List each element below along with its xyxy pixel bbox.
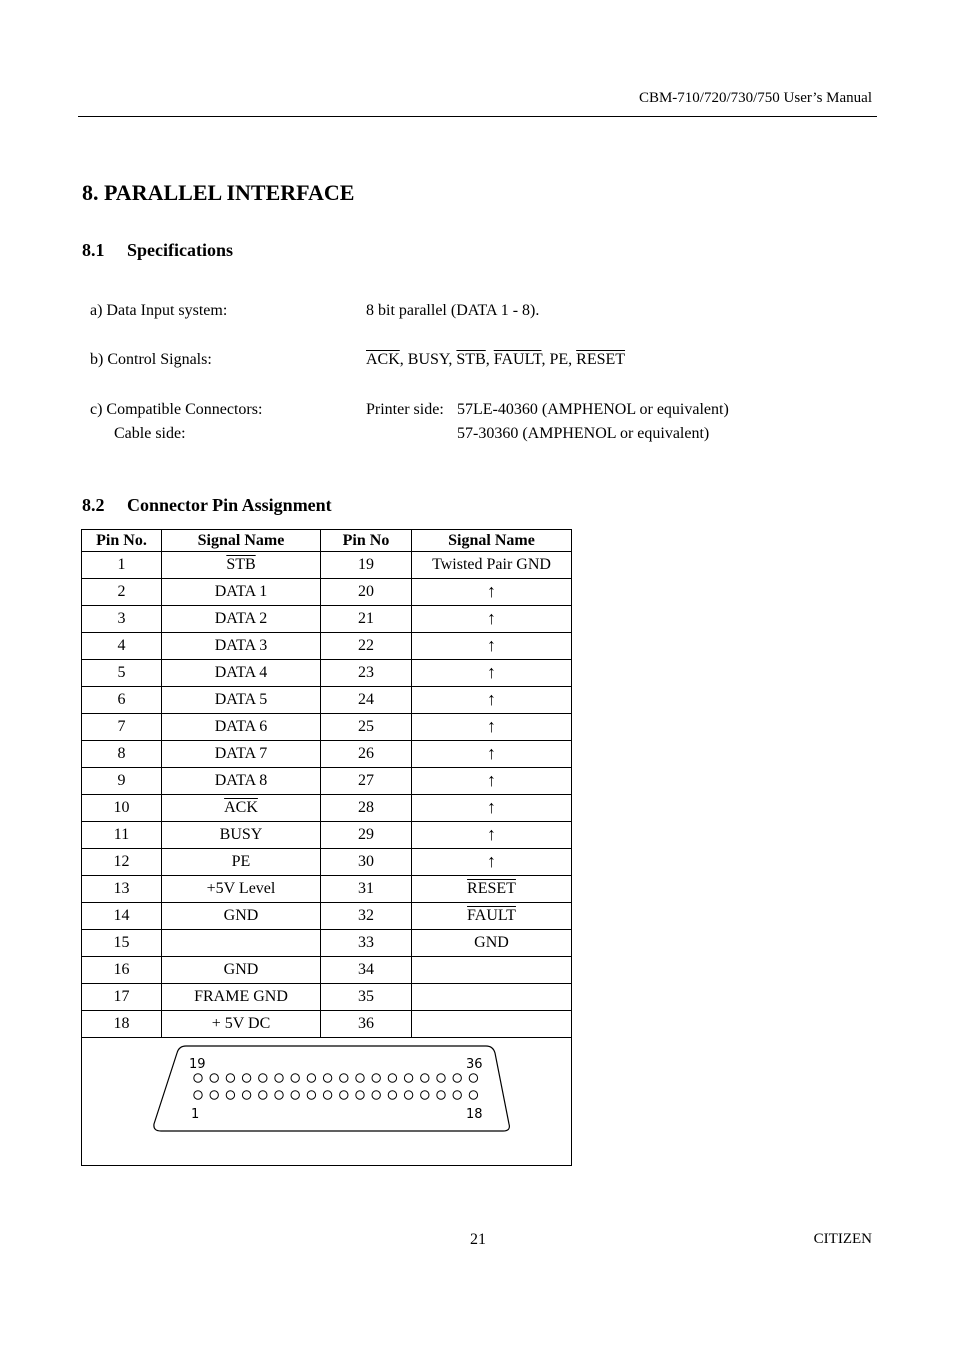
signal-name-cell xyxy=(412,984,572,1011)
pin-table-body xyxy=(82,552,572,1038)
connector-hole xyxy=(242,1074,250,1082)
pin-number-cell xyxy=(82,957,162,984)
pin-number-cell xyxy=(321,849,412,876)
cell-text: + 5V DC xyxy=(211,1015,271,1032)
subsection-heading-pins xyxy=(82,495,332,516)
connector-hole xyxy=(453,1074,461,1082)
signal-name-cell xyxy=(412,957,572,984)
connector-hole xyxy=(323,1091,331,1099)
cell-text: 20 xyxy=(358,583,374,600)
cell-text: 16 xyxy=(113,961,130,978)
signal-name-cell xyxy=(162,633,321,660)
cell-text: 10 xyxy=(113,799,130,816)
spec-cable-side-value: 57-30360 (AMPHENOL or equivalent) xyxy=(457,425,710,442)
signal-name-cell xyxy=(162,957,321,984)
spec-label-connectors: c) Compatible Connectors: xyxy=(90,401,263,418)
cell-text: DATA 1 xyxy=(214,583,268,600)
same-as-above-arrow: ↑ xyxy=(487,689,496,709)
connector-hole xyxy=(388,1091,396,1099)
pin-number-cell xyxy=(321,1011,412,1038)
connector-hole xyxy=(420,1074,428,1082)
pin-number-cell xyxy=(321,795,412,822)
signal-name-cell xyxy=(412,579,572,606)
signal-name-cell xyxy=(162,849,321,876)
pin-number-cell xyxy=(321,768,412,795)
pin-number-cell xyxy=(82,768,162,795)
same-as-above-arrow: ↑ xyxy=(487,608,496,628)
signal-stb: $\overline{STB}$ xyxy=(456,351,486,368)
section-title: 8. PARALLEL INTERFACE xyxy=(82,180,355,205)
cell-text: 23 xyxy=(358,664,374,681)
table-row xyxy=(82,876,572,903)
spec-value-control-signals xyxy=(366,351,625,369)
connector-hole xyxy=(323,1074,331,1082)
connector-hole xyxy=(291,1091,299,1099)
connector-hole xyxy=(420,1091,428,1099)
connector-outline xyxy=(153,1046,509,1131)
connector-hole xyxy=(226,1074,234,1082)
table-row xyxy=(82,957,572,984)
signal-name-cell xyxy=(162,930,321,957)
pin-number-cell xyxy=(321,822,412,849)
connector-hole xyxy=(193,1074,201,1082)
connector-holes xyxy=(193,1074,477,1099)
cell-text: 36 xyxy=(358,1015,374,1032)
overlined-signal: $\overline{STB}$ xyxy=(226,556,256,573)
pin-number-cell xyxy=(321,984,412,1011)
cell-text: 27 xyxy=(358,772,374,789)
overlined-signal: $\overline{ACK}$ xyxy=(224,799,258,816)
cell-text: 26 xyxy=(358,745,374,762)
cell-text: GND xyxy=(474,934,509,951)
column-header: Signal Name xyxy=(412,530,572,552)
signal-name-cell xyxy=(162,768,321,795)
connector-diagram-row xyxy=(82,1038,572,1166)
signal-name-cell xyxy=(162,714,321,741)
column-header: Pin No xyxy=(321,530,412,552)
table-row xyxy=(82,930,572,957)
cell-text: 5 xyxy=(117,664,126,681)
cell-text: 18 xyxy=(113,1015,130,1032)
cell-text: PE xyxy=(231,853,251,870)
connector-hole xyxy=(404,1074,412,1082)
pin-number-cell xyxy=(82,984,162,1011)
table-row xyxy=(82,768,572,795)
signal-name-cell xyxy=(162,606,321,633)
cell-text: 31 xyxy=(358,880,374,897)
signal-reset: RESET xyxy=(576,351,626,368)
table-row xyxy=(82,741,572,768)
pin-number-cell xyxy=(82,741,162,768)
signal-name-cell xyxy=(162,660,321,687)
signal-name-cell xyxy=(162,687,321,714)
pin-number-cell xyxy=(321,957,412,984)
column-header: Signal Name xyxy=(162,530,321,552)
signal-separator: , BUSY, xyxy=(399,351,457,368)
connector-hole xyxy=(274,1091,282,1099)
cell-text: 11 xyxy=(113,826,130,843)
same-as-above-arrow: ↑ xyxy=(487,716,496,736)
signal-name-cell xyxy=(412,849,572,876)
cell-text: BUSY xyxy=(219,826,263,843)
same-as-above-arrow: ↑ xyxy=(487,662,496,682)
connector-hole xyxy=(307,1091,315,1099)
same-as-above-arrow: ↑ xyxy=(487,797,496,817)
signal-fault: FAULT xyxy=(493,351,542,368)
cell-text: 35 xyxy=(358,988,374,1005)
cell-text: DATA 8 xyxy=(214,772,268,789)
connector-label-bottom-right: 18 xyxy=(465,1107,483,1122)
signal-name-cell xyxy=(162,822,321,849)
pin-number-cell xyxy=(82,633,162,660)
subsection-number: 8.2 xyxy=(82,495,105,515)
cell-text: 30 xyxy=(358,853,374,870)
cell-text: 12 xyxy=(113,853,130,870)
connector-diagram xyxy=(83,1038,571,1160)
cell-text: 34 xyxy=(358,961,374,978)
cell-text: 9 xyxy=(117,772,126,789)
connector-hole xyxy=(355,1091,363,1099)
signal-name-cell xyxy=(162,1011,321,1038)
table-row xyxy=(82,822,572,849)
pin-assignment-table xyxy=(81,529,572,1166)
cell-text: DATA 3 xyxy=(214,637,268,654)
table-row xyxy=(82,714,572,741)
connector-hole xyxy=(436,1091,444,1099)
pin-number-cell xyxy=(321,876,412,903)
connector-hole xyxy=(291,1074,299,1082)
cell-text: DATA 7 xyxy=(214,745,268,762)
connector-hole xyxy=(193,1091,201,1099)
signal-separator: , PE, xyxy=(541,351,577,368)
spec-label-cable-side: Cable side: xyxy=(114,425,186,442)
pin-number-cell xyxy=(82,1011,162,1038)
table-row xyxy=(82,687,572,714)
pin-number-cell xyxy=(321,687,412,714)
cell-text: 21 xyxy=(358,610,374,627)
cell-text: 6 xyxy=(117,691,126,708)
table-header-row xyxy=(82,530,572,552)
cell-text: 24 xyxy=(358,691,374,708)
pin-number-cell xyxy=(321,579,412,606)
subsection-number: 8.1 xyxy=(82,240,105,260)
signal-name-cell xyxy=(412,714,572,741)
running-header: CBM-710/720/730/750 User’s Manual xyxy=(638,90,872,106)
pin-number-cell xyxy=(82,822,162,849)
connector-hole xyxy=(355,1074,363,1082)
same-as-above-arrow: ↑ xyxy=(487,770,496,790)
cell-text: 1 xyxy=(117,556,126,573)
column-header: Pin No. xyxy=(82,530,162,552)
cell-text: 3 xyxy=(117,610,126,627)
table-row xyxy=(82,606,572,633)
pin-number-cell xyxy=(321,714,412,741)
spec-value-data-input: 8 bit parallel (DATA 1 - 8). xyxy=(366,302,540,319)
cell-text: FRAME GND xyxy=(194,988,288,1005)
connector-hole xyxy=(258,1074,266,1082)
signal-name-cell xyxy=(162,579,321,606)
cell-text: 13 xyxy=(113,880,130,897)
pin-number-cell xyxy=(321,930,412,957)
signal-name-cell xyxy=(412,930,572,957)
cell-text: 19 xyxy=(358,556,374,573)
connector-diagram-cell xyxy=(82,1038,572,1166)
signal-name-cell xyxy=(412,795,572,822)
pin-number-cell xyxy=(321,903,412,930)
pin-number-cell xyxy=(82,579,162,606)
cell-text: 25 xyxy=(358,718,374,735)
pin-number-cell xyxy=(82,660,162,687)
signal-name-cell xyxy=(412,552,572,579)
connector-label-top-left: 19 xyxy=(188,1057,206,1072)
signal-separator: , xyxy=(485,351,494,368)
pin-number-cell xyxy=(82,876,162,903)
signal-name-cell xyxy=(162,741,321,768)
connector-label-bottom-left: 1 xyxy=(190,1107,199,1122)
pin-number-cell xyxy=(321,552,412,579)
connector-hole xyxy=(210,1074,218,1082)
cell-text: DATA 2 xyxy=(214,610,268,627)
spec-printer-side-label: Printer side: xyxy=(366,401,444,418)
pin-number-cell xyxy=(321,633,412,660)
connector-hole xyxy=(436,1074,444,1082)
connector-hole xyxy=(388,1074,396,1082)
pin-number-cell xyxy=(321,660,412,687)
cell-text: 2 xyxy=(117,583,126,600)
table-row xyxy=(82,849,572,876)
pin-number-cell xyxy=(82,930,162,957)
connector-hole xyxy=(210,1091,218,1099)
table-row xyxy=(82,984,572,1011)
subsection-heading-specs xyxy=(82,240,233,261)
connector-hole xyxy=(404,1091,412,1099)
signal-name-cell xyxy=(412,660,572,687)
signal-name-cell xyxy=(162,795,321,822)
table-row xyxy=(82,903,572,930)
table-row xyxy=(82,1011,572,1038)
spec-label-control-signals: b) Control Signals: xyxy=(90,351,212,368)
same-as-above-arrow: ↑ xyxy=(487,581,496,601)
same-as-above-arrow: ↑ xyxy=(487,635,496,655)
pin-number-cell xyxy=(321,606,412,633)
connector-hole xyxy=(372,1074,380,1082)
table-row xyxy=(82,579,572,606)
signal-name-cell xyxy=(412,606,572,633)
table-row xyxy=(82,795,572,822)
cell-text: +5V Level xyxy=(206,880,276,897)
cell-text: 14 xyxy=(113,907,130,924)
cell-text: 15 xyxy=(113,934,130,951)
connector-hole xyxy=(469,1091,477,1099)
cell-text: 17 xyxy=(113,988,130,1005)
overlined-signal: RESET xyxy=(467,880,516,897)
connector-hole xyxy=(339,1074,347,1082)
cell-text: GND xyxy=(223,961,259,978)
spec-printer-side-value: 57LE-40360 (AMPHENOL or equivalent) xyxy=(457,401,729,418)
pin-number-cell xyxy=(82,903,162,930)
table-row xyxy=(82,633,572,660)
signal-name-cell xyxy=(412,687,572,714)
signal-name-cell xyxy=(412,876,572,903)
connector-hole xyxy=(242,1091,250,1099)
signal-name-cell xyxy=(162,984,321,1011)
cell-text: 22 xyxy=(358,637,374,654)
signal-name-cell xyxy=(412,768,572,795)
brand-name: CITIZEN xyxy=(813,1231,872,1247)
signal-name-cell xyxy=(412,903,572,930)
cell-text: DATA 6 xyxy=(214,718,268,735)
pin-number-cell xyxy=(82,687,162,714)
signal-name-cell xyxy=(162,552,321,579)
connector-hole xyxy=(372,1091,380,1099)
pin-number-cell xyxy=(82,849,162,876)
signal-ack: $\overline{ACK}$ xyxy=(366,351,400,368)
connector-label-top-right: 36 xyxy=(465,1057,483,1072)
signal-name-cell xyxy=(162,903,321,930)
signal-name-cell xyxy=(412,741,572,768)
table-row xyxy=(82,552,572,579)
same-as-above-arrow: ↑ xyxy=(487,851,496,871)
cell-text: 8 xyxy=(117,745,126,762)
pin-number-cell xyxy=(82,795,162,822)
pin-number-cell xyxy=(82,714,162,741)
connector-hole xyxy=(307,1074,315,1082)
overlined-signal: FAULT xyxy=(467,907,516,924)
cell-text: DATA 4 xyxy=(214,664,268,681)
signal-name-cell xyxy=(412,633,572,660)
signal-name-cell xyxy=(412,1011,572,1038)
same-as-above-arrow: ↑ xyxy=(487,824,496,844)
connector-hole xyxy=(274,1074,282,1082)
pin-number-cell xyxy=(82,552,162,579)
same-as-above-arrow: ↑ xyxy=(487,743,496,763)
page-number: 21 xyxy=(470,1231,486,1248)
pin-number-cell xyxy=(321,741,412,768)
connector-hole xyxy=(226,1091,234,1099)
cell-text: 7 xyxy=(117,718,126,735)
cell-text: DATA 5 xyxy=(214,691,268,708)
cell-text: Twisted Pair GND xyxy=(432,556,551,573)
signal-name-cell xyxy=(162,876,321,903)
signal-name-cell xyxy=(412,822,572,849)
spec-label-data-input: a) Data Input system: xyxy=(90,302,228,319)
cell-text: 29 xyxy=(358,826,374,843)
connector-hole xyxy=(258,1091,266,1099)
subsection-title: Specifications xyxy=(127,240,233,260)
connector-hole xyxy=(339,1091,347,1099)
subsection-title: Connector Pin Assignment xyxy=(127,495,332,515)
cell-text: 4 xyxy=(117,637,126,654)
cell-text: GND xyxy=(223,907,259,924)
pin-number-cell xyxy=(82,606,162,633)
cell-text: 33 xyxy=(358,934,374,951)
cell-text: 28 xyxy=(358,799,374,816)
table-row xyxy=(82,660,572,687)
header-rule xyxy=(78,116,877,117)
connector-hole xyxy=(469,1074,477,1082)
cell-text: 32 xyxy=(358,907,374,924)
connector-hole xyxy=(453,1091,461,1099)
